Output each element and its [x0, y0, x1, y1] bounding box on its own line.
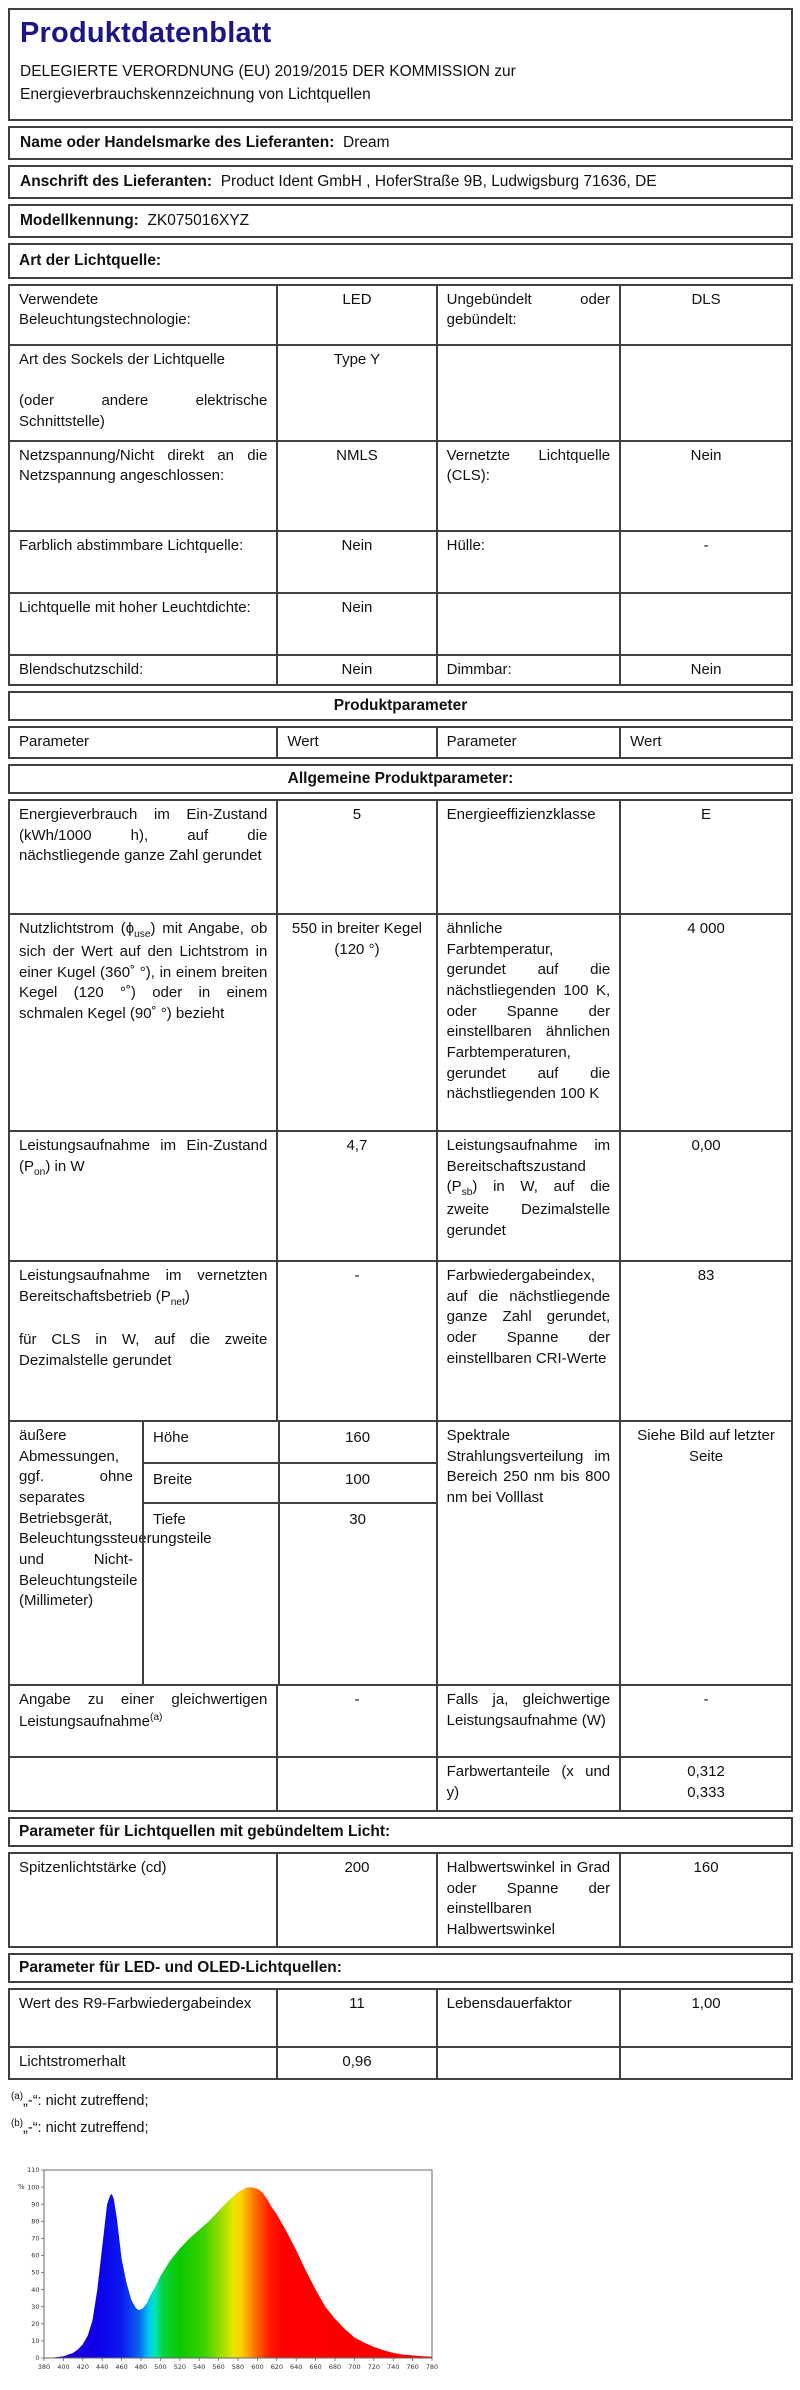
param-label: Leistungsaufnahme im Bereitschaftszustand $(P_{sb})$ in W, auf die zweite Dezimalstelle gerundet	[436, 1132, 620, 1260]
param-header-row	[10, 728, 791, 757]
param-value: 4 000	[619, 915, 791, 1130]
param-value: E	[619, 801, 791, 913]
param-value: -	[619, 1686, 791, 1756]
param-value: 1,00	[619, 1990, 791, 2046]
param-value: Nein	[276, 656, 435, 685]
param-label: Wert des R9-Farbwiedergabeindex	[19, 1994, 252, 2012]
param-value: LED	[276, 286, 435, 344]
column-header: Parameter	[19, 733, 90, 751]
param-value: Nein	[619, 442, 791, 530]
param-label: Lebensdauerfaktor	[436, 1990, 620, 2046]
param-label: Falls ja, gleichwertige Leistungsaufnahme (W)	[436, 1686, 620, 1756]
svg-text:20: 20	[31, 2319, 40, 2328]
directional-band: Parameter für Lichtquellen mit gebündeltem Licht:	[19, 1822, 391, 1840]
svg-text:620: 620	[270, 2362, 284, 2371]
directional-band-box	[8, 1817, 793, 1847]
svg-text:600: 600	[251, 2362, 264, 2371]
svg-text:380: 380	[37, 2362, 51, 2371]
param-value: Nein	[619, 656, 791, 685]
svg-text:740: 740	[386, 2362, 400, 2371]
supplier-address-label: Anschrift des Lieferanten:	[20, 172, 213, 190]
product-params-band: Produktparameter	[333, 697, 468, 715]
table-row	[10, 530, 791, 592]
param-value: NMLS	[276, 442, 435, 530]
header-box	[8, 8, 793, 121]
supplier-name-label: Name oder Handelsmarke des Lieferanten:	[20, 133, 335, 151]
param-label: Farbwiedergabeindex, auf die nächstliegende ganze Zahl gerundet, oder Spanne der einstellbaren CRI-Werte	[436, 1262, 620, 1420]
dimension-key: Höhe	[152, 1428, 189, 1446]
table-row	[10, 1260, 791, 1420]
param-value	[619, 594, 791, 654]
spectral-chart	[16, 2162, 793, 2378]
param-value: 0,312 0,333	[619, 1758, 791, 1810]
param-value: -	[276, 1262, 435, 1420]
param-value: 160	[619, 1854, 791, 1946]
param-value: 0,96	[276, 2048, 435, 2078]
svg-text:520: 520	[173, 2362, 187, 2371]
svg-text:480: 480	[134, 2362, 148, 2371]
param-label: Lichtstromerhalt	[19, 2052, 126, 2070]
param-value: 11	[276, 1990, 435, 2046]
table-row	[10, 440, 791, 530]
svg-text:10: 10	[31, 2336, 40, 2345]
regulation-text: DELEGIERTE VERORDNUNG (EU) 2019/2015 DER KOMMISSION zur Energieverbrauchskennzeichnung von Lichtquellen	[20, 63, 516, 104]
param-label: Spektrale Strahlungsverteilung im Bereich 250 nm bis 800 nm bei Volllast	[436, 1422, 620, 1684]
dimensions-label: äußere Abmessungen, ggf. ohne separates Betriebsgerät, Beleuchtungssteuerungsteile und Nicht-Beleuchtungsteile (Millimeter)	[19, 1426, 212, 1610]
table-row	[10, 654, 791, 685]
type-table	[8, 284, 793, 687]
footnote-a: $^{(a)}$„-“: nicht zutreffend;	[11, 2090, 149, 2109]
svg-text:90: 90	[31, 2199, 40, 2208]
svg-text:60: 60	[31, 2251, 40, 2260]
general-params-table	[8, 799, 793, 1812]
table-row	[10, 286, 791, 344]
svg-text:560: 560	[212, 2362, 225, 2371]
supplier-name-value: Dream	[343, 133, 390, 151]
param-label: Energieeffizienzklasse	[436, 801, 620, 913]
param-label: Ungebündelt oder gebündelt:	[436, 286, 620, 344]
svg-text:580: 580	[231, 2362, 245, 2371]
svg-text:0: 0	[35, 2353, 40, 2362]
param-value: Type Y	[276, 346, 435, 440]
type-section-header-box	[8, 243, 793, 279]
param-header-box	[8, 726, 793, 759]
param-value: DLS	[619, 286, 791, 344]
table-row	[10, 592, 791, 654]
param-value: -	[276, 1686, 435, 1756]
param-label: ähnliche Farbtemperatur, gerundet auf die nächstliegenden 100 K, oder Spanne der einstellbaren ähnlichen Farbtemperaturen, gerundet auf die nächstliegenden 100 K	[436, 915, 620, 1130]
param-label: Verwendete Beleuchtungstechnologie:	[19, 290, 191, 329]
type-section-header: Art der Lichtquelle:	[19, 251, 162, 269]
param-value: 550 in breiter Kegel (120 °)	[276, 915, 435, 1130]
page-title: Produktdatenblatt	[20, 17, 272, 49]
model-id-box	[8, 204, 793, 238]
dimension-key: Tiefe	[144, 1502, 278, 1684]
svg-text:700: 700	[348, 2362, 361, 2371]
supplier-name-box	[8, 126, 793, 160]
param-label	[436, 594, 620, 654]
dimension-value: 100	[278, 1462, 436, 1502]
param-value: Nein	[276, 594, 435, 654]
svg-text:540: 540	[192, 2362, 206, 2371]
svg-text:660: 660	[309, 2362, 322, 2371]
column-header: Parameter	[436, 728, 620, 757]
dimensions-subtable	[142, 1422, 436, 1684]
table-row	[10, 801, 791, 913]
param-label	[10, 1758, 276, 1810]
column-header: Wert	[619, 728, 791, 757]
svg-text:680: 680	[328, 2362, 342, 2371]
param-value	[276, 1758, 435, 1810]
param-value: 5	[276, 801, 435, 913]
param-value: Siehe Bild auf letzter Seite	[619, 1422, 791, 1684]
table-row	[10, 1684, 791, 1756]
model-id-value: ZK075016XYZ	[147, 211, 250, 229]
general-params-band-box	[8, 764, 793, 794]
param-value: -	[619, 532, 791, 592]
column-header: Wert	[276, 728, 435, 757]
param-label: Leistungsaufnahme im vernetzten Bereitschaftsbetrieb $(P_{net})$ für CLS in W, auf die zweite Dezimalstelle gerundet	[19, 1266, 268, 1370]
svg-text:30: 30	[31, 2302, 40, 2311]
svg-text:440: 440	[95, 2362, 109, 2371]
param-label: Hülle:	[436, 532, 620, 592]
param-label: Angabe zu einer gleichwertigen Leistungsaufnahme$^{(a)}$	[19, 1690, 268, 1730]
svg-text:460: 460	[115, 2362, 128, 2371]
svg-text:780: 780	[425, 2362, 439, 2371]
param-label	[436, 346, 620, 440]
table-row	[10, 344, 791, 440]
footnote-b: $^{(b)}$„-“: nicht zutreffend;	[11, 2117, 149, 2136]
param-label: Spitzenlichtstärke (cd)	[19, 1858, 167, 1876]
dimension-value: 160	[278, 1422, 436, 1462]
supplier-name-row	[10, 128, 791, 158]
svg-text:%: %	[18, 2182, 25, 2191]
table-row	[10, 1130, 791, 1260]
table-row	[10, 2046, 791, 2078]
directional-table	[8, 1852, 793, 1948]
param-label: Lichtquelle mit hoher Leuchtdichte:	[19, 598, 251, 616]
svg-text:50: 50	[31, 2268, 40, 2277]
supplier-address-value: Product Ident GmbH , HoferStraße 9B, Ludwigsburg 71636, DE	[220, 172, 657, 190]
footnotes	[8, 2085, 793, 2136]
param-label: Energieverbrauch im Ein-Zustand (kWh/1000 h), auf die nächstliegende ganze Zahl gerundet	[19, 805, 268, 865]
dimension-key: Breite	[144, 1462, 278, 1502]
dimension-value: 30	[278, 1502, 436, 1684]
product-params-band-box	[8, 691, 793, 721]
param-value	[619, 346, 791, 440]
svg-text:720: 720	[367, 2362, 381, 2371]
param-label: Netzspannung/Nicht direkt an die Netzspannung angeschlossen:	[19, 446, 268, 485]
supplier-address-row	[10, 167, 791, 197]
svg-text:70: 70	[31, 2234, 40, 2243]
param-label: Halbwertswinkel in Grad oder Spanne der einstellbaren Halbwertswinkel	[436, 1854, 620, 1946]
supplier-address-box	[8, 165, 793, 199]
param-label: Blendschutzschild:	[19, 660, 144, 678]
general-params-band: Allgemeine Produktparameter:	[287, 769, 514, 787]
param-label: Farbwertanteile (x und y)	[436, 1758, 620, 1810]
param-value: 83	[619, 1262, 791, 1420]
svg-text:110: 110	[27, 2165, 40, 2174]
svg-text:760: 760	[406, 2362, 419, 2371]
param-label: Art des Sockels der Lichtquelle (oder andere elektrische Schnittstelle)	[19, 350, 268, 430]
table-row	[10, 1990, 791, 2046]
param-label: Farblich abstimmbare Lichtquelle:	[19, 536, 244, 554]
table-row	[10, 1854, 791, 1946]
svg-text:500: 500	[154, 2362, 167, 2371]
dimensions-row	[10, 1420, 791, 1684]
param-value: Nein	[276, 532, 435, 592]
spectral-chart-svg	[16, 2162, 440, 2374]
model-id-row	[10, 206, 791, 236]
param-label	[436, 2048, 620, 2078]
svg-text:400: 400	[57, 2362, 70, 2371]
param-label: Nutzlichtstrom $(\phi_{use})$ mit Angabe, ob sich der Wert auf den Lichtstrom in einer Kugel (360˚ °), in einem breiten Kegel (120 °˚) oder in einem schmalen Kegel (90˚ °) bezieht	[19, 919, 268, 1023]
param-value	[619, 2048, 791, 2078]
svg-text:420: 420	[76, 2362, 90, 2371]
model-id-label: Modellkennung:	[20, 211, 139, 229]
param-value: 4,7	[276, 1132, 435, 1260]
led-table	[8, 1988, 793, 2080]
svg-text:40: 40	[31, 2285, 40, 2294]
svg-text:100: 100	[27, 2182, 40, 2191]
led-band: Parameter für LED- und OLED-Lichtquellen:	[19, 1958, 342, 1976]
param-label: Leistungsaufnahme im Ein-Zustand $(P_{on})$ in W	[19, 1136, 268, 1178]
table-row	[10, 1756, 791, 1810]
svg-text:80: 80	[31, 2217, 40, 2226]
param-value: 200	[276, 1854, 435, 1946]
table-row	[10, 913, 791, 1130]
param-label: Dimmbar:	[436, 656, 620, 685]
led-band-box	[8, 1953, 793, 1983]
param-value: 0,00	[619, 1132, 791, 1260]
svg-text:640: 640	[289, 2362, 303, 2371]
param-label: Vernetzte Lichtquelle (CLS):	[436, 442, 620, 530]
